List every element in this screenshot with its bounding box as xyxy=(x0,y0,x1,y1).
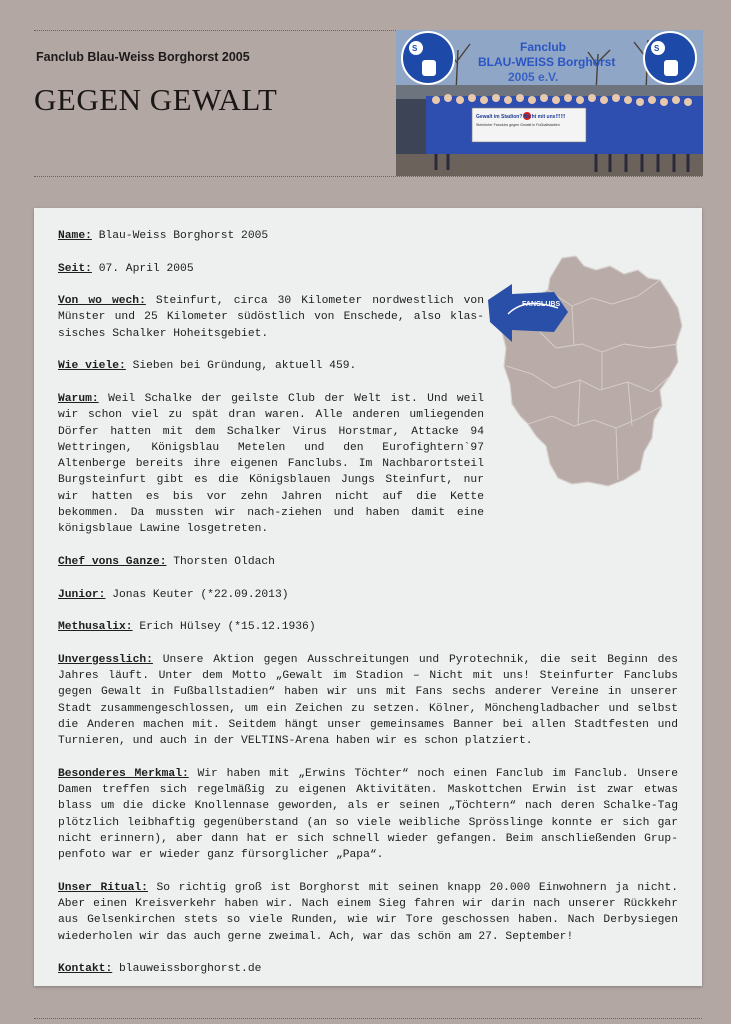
photo-banner-line2: BLAU-WEISS Borghorst xyxy=(478,55,616,69)
club-badge-right xyxy=(644,32,696,84)
bottom-divider xyxy=(34,1018,702,1019)
photo-banner-line1: Fanclub xyxy=(520,40,567,54)
photo-sign-line2: Steinfurter Fanclubs gegen Gewalt in Fußballstadien xyxy=(476,123,560,127)
profile-entry-warum: Warum: Weil Schalke der geilste Club der Welt ist. Und weil wir schon viel zu spät dran waren. Alle anderen umliegenden Dörfer hatten mit dem Schalker Virus Horstmar, Attacke 94 Wettringen, Königsblau Metelen und den Eurofightern`97 Altenberge bereits ihre eigenen Fanclubs. Im Nachbarortsteil Burgsteinfurt gibt es die Königsblauen Jungs Steinfurt, nur wir hatten es bis vor zehn Jahren nicht auf die Kette bekommen. Da mussten wir nach-ziehen und haben damit eine königsblaue Lawine losgetreten. xyxy=(58,392,484,536)
profile-entry-junior: Junior: Jonas Keuter (*22.09.2013) xyxy=(58,588,289,601)
profile-entry-von-wo-wech: Von wo wech: Steinfurt, circa 30 Kilometer nordwestlich von Münster und 25 Kilometer südöstlich von Enschede, also klas-sisches Schalker Hoheitsgebiet. xyxy=(58,295,484,340)
photo-banner-line3: 2005 e.V. xyxy=(508,70,559,84)
svg-text:S: S xyxy=(412,44,418,53)
profile-entry-unvergesslich: Unvergesslich: Unsere Aktion gegen Ausschreitungen und Pyrotechnik, die seit Beginn des Jahres läuft. Unter dem Motto „Gewalt im Stadion – Nicht mit uns! Steinfurter Fanclubs gegen Gewalt in Fußballstadien“ haben wir uns mit Fans sechs anderer Vereine in unserer Stadt zusammengeschlossen, um ein Zeichen zu setzen. Kölner, Mönchengladbacher und selbst die Anderen machen mit. Seitdem hängt unser gemeinsames Banner bei allen Stadtfesten und Turnieren, und auch in der VELTINS-Arena haben wir es schon platziert. xyxy=(58,653,679,748)
profile-entry-kontakt: Kontakt: blauweissborghorst.de xyxy=(58,963,262,976)
profile-entry-besonderes-merkmal: Besonderes Merkmal: Wir haben mit „Erwins Töchter“ noch einen Fanclub im Fanclub. Unsere Damen treffen sich regelmäßig zu eigenen Aktivitäten. Maskottchen Erwin ist zwar etwas blass um die dicke Knollennase geworden, als er seinen „Töchtern“ nach deren Schalke-Tag plötzlich leibhaftig gegenüberstand (an so viele weibliche Sprösslinge konnte er sich gar nicht erinnern), aber dann hat er sich schnell wieder gefangen. Beim anschließenden Grup-penfoto war er wieder ganz fürsorglicher „Papa“. xyxy=(58,767,678,862)
profile-entry-wie-viele: Wie viele: Sieben bei Gründung, aktuell 459. xyxy=(58,360,357,373)
page-title: GEGEN GEWALT xyxy=(34,82,278,117)
profile-entry-chef: Chef vons Ganze: Thorsten Oldach xyxy=(58,555,275,568)
profile-entry-seit: Seit: 07. April 2005 xyxy=(58,262,194,275)
contact-link[interactable]: blauweissborghorst.de xyxy=(119,963,262,976)
header-divider xyxy=(34,176,702,177)
profile-entry-name: Name: Blau-Weiss Borghorst 2005 xyxy=(58,230,269,242)
profile-entry-methusalix: Methusalix: Erich Hülsey (*15.12.1936) xyxy=(58,621,316,634)
profile-card xyxy=(34,208,702,986)
svg-text:S: S xyxy=(654,44,660,53)
profile-text xyxy=(58,228,678,994)
club-badge-left xyxy=(402,32,454,84)
group-photo xyxy=(396,30,703,176)
profile-entry-ritual: Unser Ritual: So richtig groß ist Borghorst mit seinen knapp 20.000 Einwohnern ja nicht. Aber einen Kreisverkehr haben wir. Nach einem Sieg fahren wir darin nach unserer Rückkehr aus Gelsenkirchen stets so viele Runden, wie wir Tore geschossen haben. Nach Derbysiegen wiederholen wir das auch gerne zweimal. Ach, war das schön am 27. September! xyxy=(58,881,678,943)
club-name-heading: Fanclub Blau-Weiss Borghorst 2005 xyxy=(36,50,250,64)
photo-sign-line1: Gewalt im Stadion? Nicht mit uns!!!!!! xyxy=(476,114,566,120)
map-arrow-label: FANCLUBS xyxy=(522,301,561,308)
